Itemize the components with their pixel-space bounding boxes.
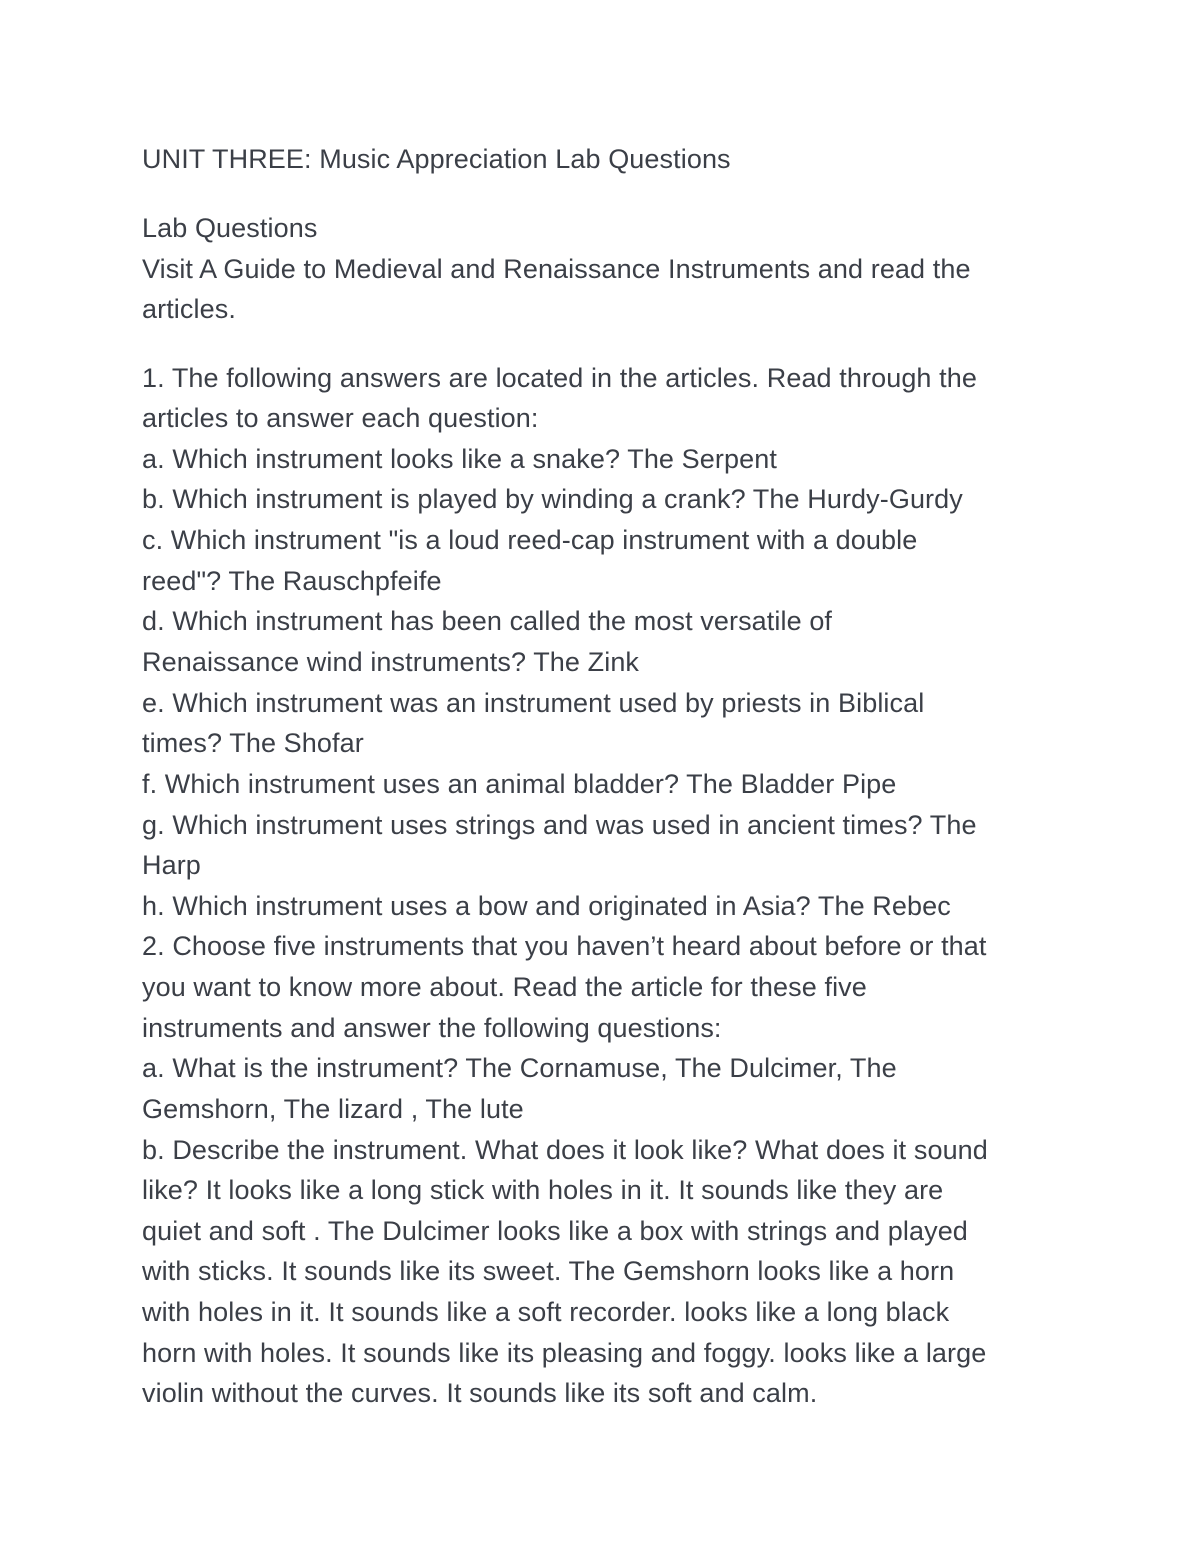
body-line: 1. The following answers are located in the articles. Read through the xyxy=(142,363,977,393)
body-line: like? It looks like a long stick with holes in it. It sounds like they are xyxy=(142,1175,944,1205)
body-line: a. Which instrument looks like a snake? The Serpent xyxy=(142,444,777,474)
body-line: b. Describe the instrument. What does it look like? What does it sound xyxy=(142,1135,988,1165)
body-line: quiet and soft . The Dulcimer looks like a box with strings and played xyxy=(142,1216,968,1246)
body-line: d. Which instrument has been called the most versatile of xyxy=(142,606,833,636)
intro-line: Visit A Guide to Medieval and Renaissance Instruments and read the xyxy=(142,254,971,284)
body-line: you want to know more about. Read the article for these five xyxy=(142,972,867,1002)
body-line: a. What is the instrument? The Cornamuse, The Dulcimer, The xyxy=(142,1053,897,1083)
body-line: 2. Choose five instruments that you haven’t heard about before or that xyxy=(142,931,987,961)
intro-line: articles. xyxy=(142,294,236,324)
body-line: with sticks. It sounds like its sweet. The Gemshorn looks like a horn xyxy=(142,1256,955,1286)
body-line: b. Which instrument is played by winding a crank? The Hurdy-Gurdy xyxy=(142,484,963,514)
body-line: Renaissance wind instruments? The Zink xyxy=(142,647,640,677)
body-line: violin without the curves. It sounds like its soft and calm. xyxy=(142,1378,818,1408)
section-heading: Lab Questions xyxy=(142,213,318,243)
body-line: Harp xyxy=(142,850,201,880)
body-line: articles to answer each question: xyxy=(142,403,539,433)
body-line: times? The Shofar xyxy=(142,728,364,758)
body-line: instruments and answer the following questions: xyxy=(142,1013,722,1043)
document-title: UNIT THREE: Music Appreciation Lab Questions xyxy=(142,144,731,174)
body-line: with holes in it. It sounds like a soft recorder. looks like a long black xyxy=(142,1297,950,1327)
body-line: reed"? The Rauschpfeife xyxy=(142,566,442,596)
body-line: e. Which instrument was an instrument used by priests in Biblical xyxy=(142,688,925,718)
body-line: Gemshorn, The lizard , The lute xyxy=(142,1094,524,1124)
body-line: h. Which instrument uses a bow and originated in Asia? The Rebec xyxy=(142,891,951,921)
body-line: g. Which instrument uses strings and was used in ancient times? The xyxy=(142,810,977,840)
body-line: f. Which instrument uses an animal bladder? The Bladder Pipe xyxy=(142,769,897,799)
body-line: c. Which instrument "is a loud reed-cap instrument with a double xyxy=(142,525,918,555)
body-line: horn with holes. It sounds like its pleasing and foggy. looks like a large xyxy=(142,1338,987,1368)
